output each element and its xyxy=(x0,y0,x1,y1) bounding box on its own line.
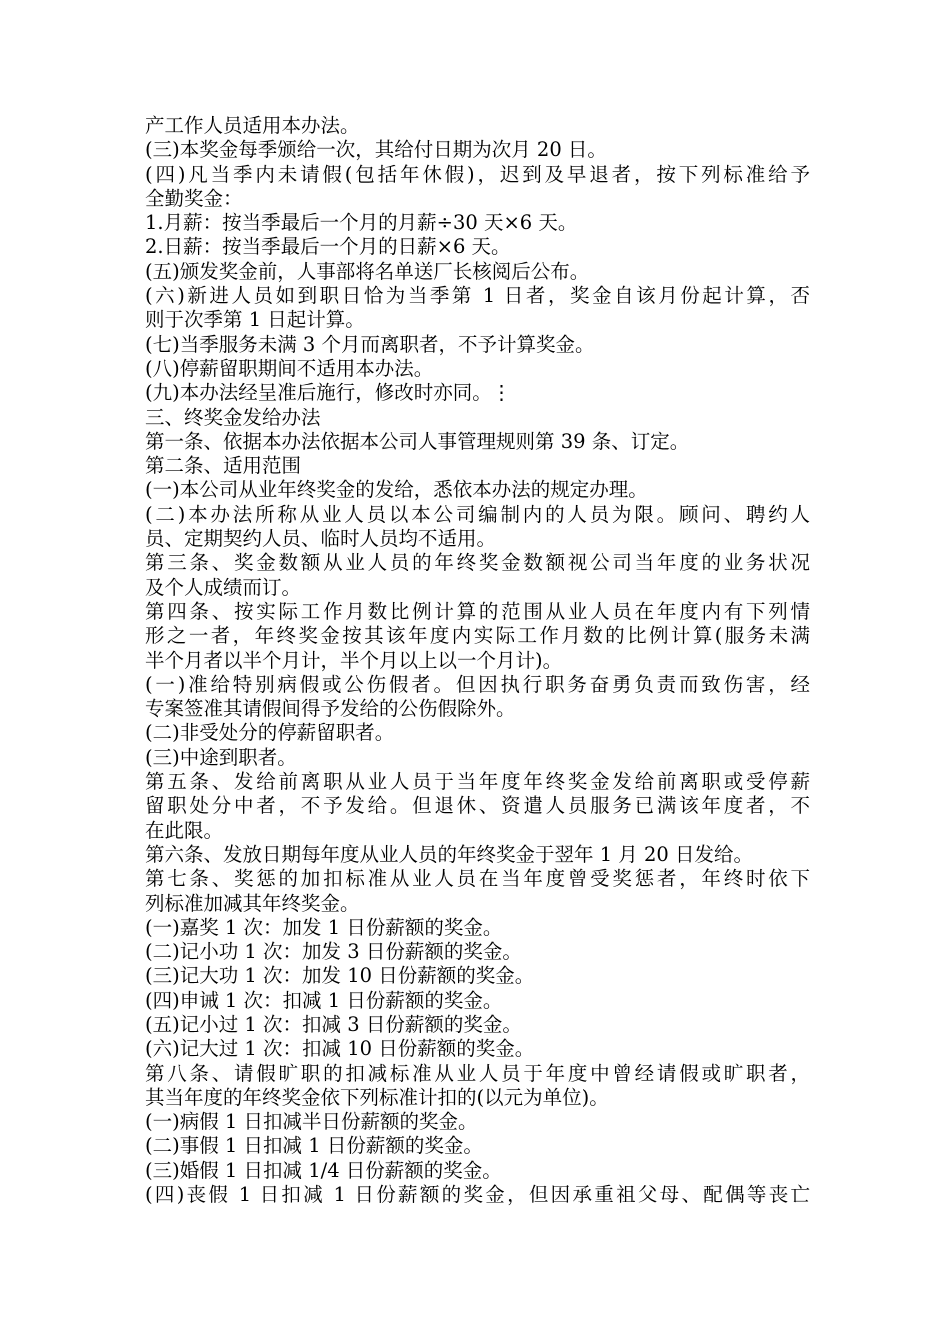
text-line: 半个月者以半个月计，半个月以上以一个月计)。 xyxy=(145,648,563,672)
text-line: 及个人成绩而订。 xyxy=(145,575,302,599)
text-line: 留职处分中者，不予发给。但退休、资遣人员服务已满该年度者，不 xyxy=(145,794,810,818)
text-line: 第八条、请假旷职的扣减标准从业人员于年度中曾经请假或旷职者， xyxy=(145,1061,810,1085)
text-line: 2.日薪：按当季最后一个月的日薪×6 天。 xyxy=(145,235,511,259)
text-line: (六)记大过 1 次：扣减 10 日份薪额的奖金。 xyxy=(145,1037,535,1061)
text-line: 产工作人员适用本办法。 xyxy=(145,114,360,137)
text-line: 第七条、奖惩的加扣标准从业人员在当年度曾受奖惩者，年终时依下 xyxy=(145,867,810,891)
text-line: (五)颁发奖金前，人事部将名单送厂长核阅后公布。 xyxy=(145,259,590,283)
text-line: 第三条、奖金数额从业人员的年终奖金数额视公司当年度的业务状况 xyxy=(145,551,810,575)
text-line: (六)新进人员如到职日恰为当季第 1 日者，奖金自该月份起计算，否 xyxy=(145,284,810,308)
text-line: (七)当季服务未满 3 个月而离职者，不予计算奖金。 xyxy=(145,332,595,356)
text-line: (四)申诫 1 次：扣减 1 日份薪额的奖金。 xyxy=(145,988,503,1012)
text-line: 第四条、按实际工作月数比例计算的范围从业人员在年度内有下列情 xyxy=(145,599,810,623)
text-line: 第五条、发给前离职从业人员于当年度年终奖金发给前离职或受停薪 xyxy=(145,770,810,794)
text-line: (四)凡当季内未请假(包括年休假)，迟到及早退者，按下列标准给予 xyxy=(145,162,810,186)
text-line: (二)非受处分的停薪留职者。 xyxy=(145,721,395,745)
text-line: (一)本公司从业年终奖金的发给，悉依本办法的规定办理。 xyxy=(145,478,648,502)
text-line: 列标准加减其年终奖金。 xyxy=(145,891,360,915)
text-line: 第一条、依据本办法依据本公司人事管理规则第 39 条、订定。 xyxy=(145,429,690,453)
text-line: (五)记小过 1 次：扣减 3 日份薪额的奖金。 xyxy=(145,1012,522,1036)
text-line: 其当年度的年终奖金依下列标准计扣的(以元为单位)。 xyxy=(145,1085,609,1109)
text-line: 形之一者，年终奖金按其该年度内实际工作月数的比例计算(服务未满 xyxy=(145,624,810,648)
text-line: 在此限。 xyxy=(145,818,224,842)
text-line: (三)记大功 1 次：加发 10 日份薪额的奖金。 xyxy=(145,964,535,988)
text-line: 专案签准其请假间得予发给的公伤假除外。 xyxy=(145,697,516,721)
text-line: (四)丧假 1 日扣减 1 日份薪额的奖金，但因承重祖父母、配偶等丧亡 xyxy=(145,1183,810,1207)
text-line: (一)嘉奖 1 次：加发 1 日份薪额的奖金。 xyxy=(145,915,503,939)
text-line: 第二条、适用范围 xyxy=(145,454,302,478)
text-line: 全勤奖金： xyxy=(145,186,243,210)
text-line: (一)准给特别病假或公伤假者。但因执行职务奋勇负责而致伤害，经 xyxy=(145,672,810,696)
text-line: (三)婚假 1 日扣减 1/4 日份薪额的奖金。 xyxy=(145,1158,502,1182)
text-line: (九)本办法经呈准后施行，修改时亦同。⋮ xyxy=(145,381,512,405)
text-line: 三、终奖金发给办法 xyxy=(145,405,321,429)
text-line: 第六条、发放日期每年度从业人员的年终奖金于翌年 1 月 20 日发给。 xyxy=(145,842,754,866)
text-line: (二)事假 1 日扣减 1 日份薪额的奖金。 xyxy=(145,1134,483,1158)
text-line: (三)中途到职者。 xyxy=(145,745,297,769)
text-line: 员、定期契约人员、临时人员均不适用。 xyxy=(145,527,497,551)
text-line: 则于次季第 1 日起计算。 xyxy=(145,308,365,332)
text-line: (三)本奖金每季颁给一次，其给付日期为次月 20 日。 xyxy=(145,138,607,162)
text-line: (二)本办法所称从业人员以本公司编制内的人员为限。顾问、聘约人 xyxy=(145,502,810,526)
text-line: 1.月薪：按当季最后一个月的月薪÷30 天×6 天。 xyxy=(145,211,578,235)
document-body xyxy=(145,114,810,1207)
text-line: (八)停薪留职期间不适用本办法。 xyxy=(145,356,434,380)
text-line: (二)记小功 1 次：加发 3 日份薪额的奖金。 xyxy=(145,940,522,964)
text-line: (一)病假 1 日扣减半日份薪额的奖金。 xyxy=(145,1110,478,1134)
